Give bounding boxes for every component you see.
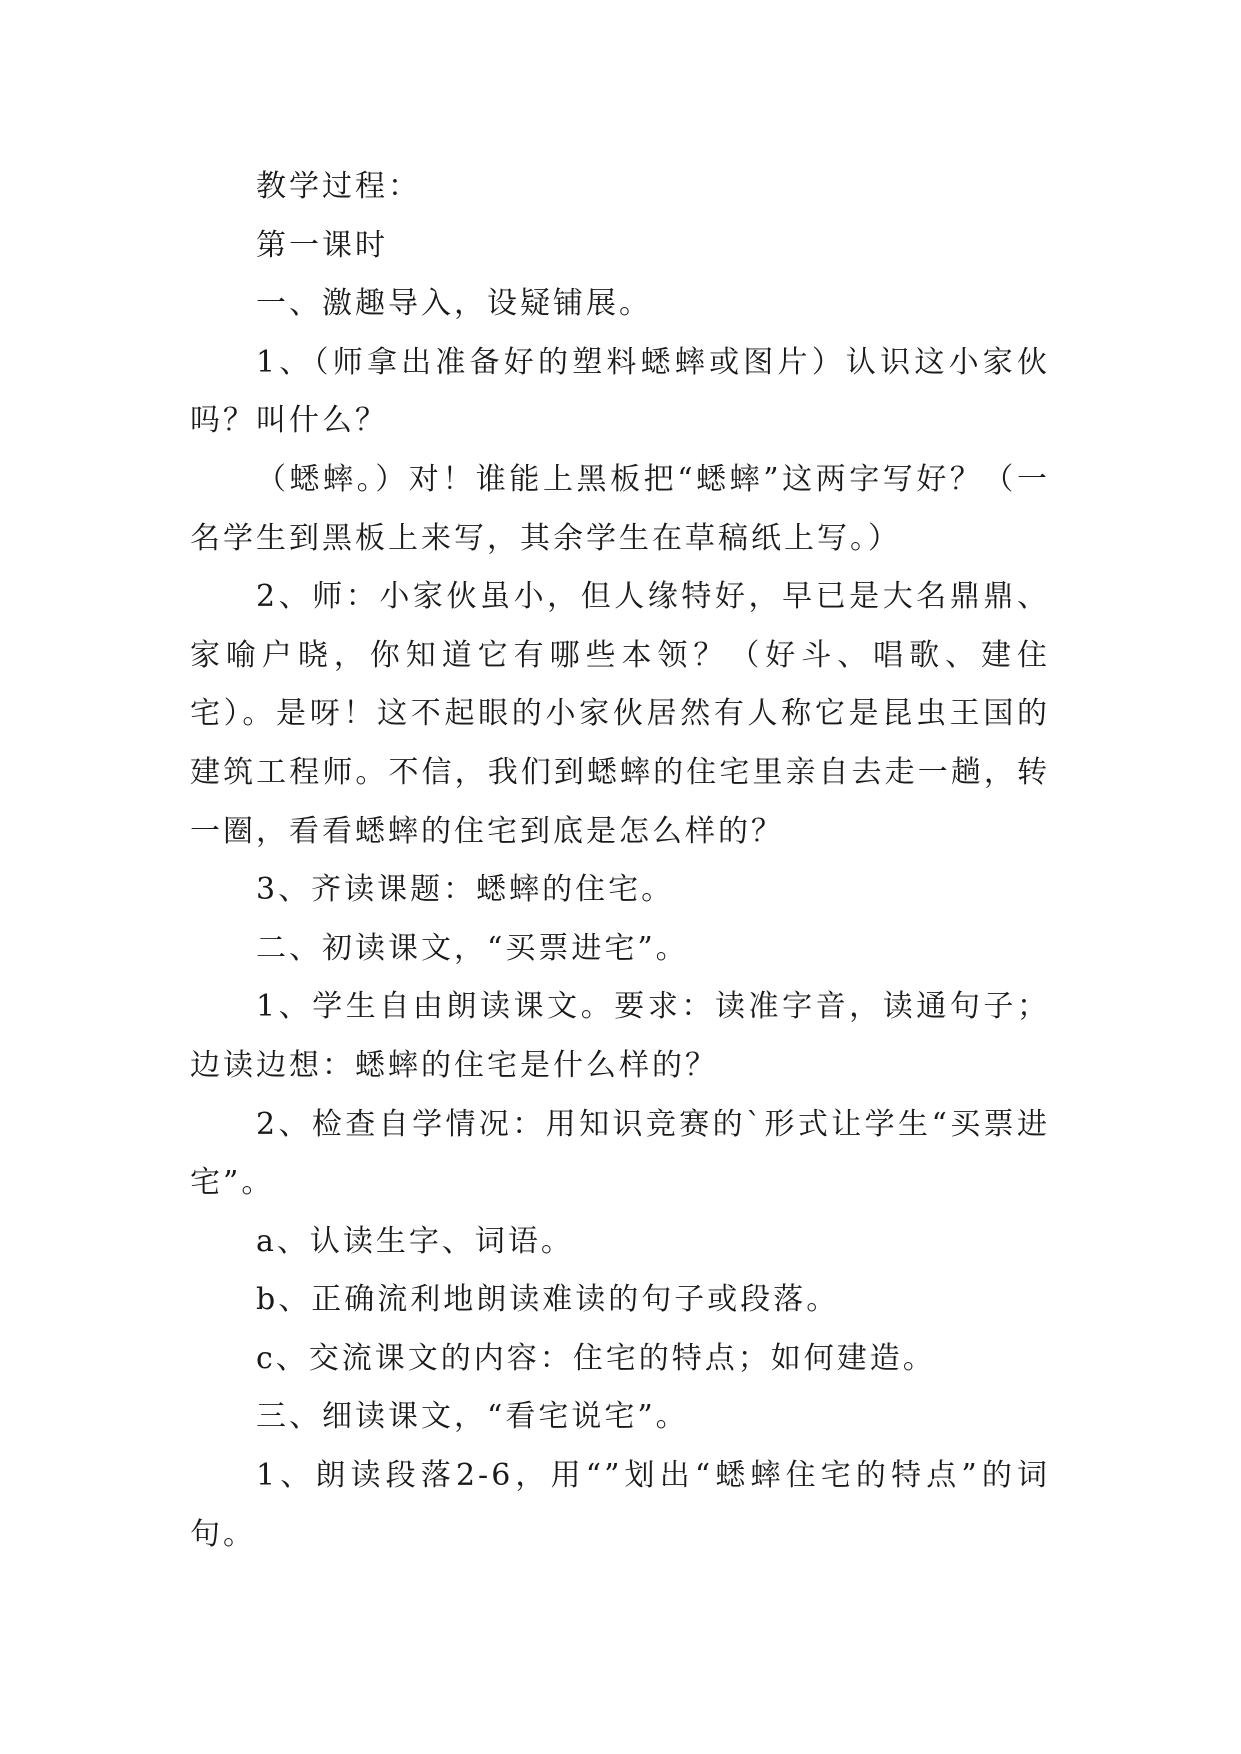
- paragraph: c、交流课文的内容：住宅的特点；如何建造。: [256, 1340, 936, 1376]
- paragraph: （蟋蟀。）对！谁能上黑板把“蟋蟀”这两字写好？（一名学生到黑板上来写，其余学生在草稿纸上写。）: [190, 461, 1050, 556]
- paragraph: 教学过程：: [256, 169, 421, 204]
- paragraph: 2、师：小家伙虽小，但人缘特好，早已是大名鼎鼎、家喻户晓，你知道它有哪些本领？（好斗、唱歌、建住宅）。是呀！这不起眼的小家伙居然有人称它是昆虫王国的建筑工程师。不信，我们到蟋蟀的住宅里亲自去走一趟，转一圈，看看蟋蟀的住宅到底是怎么样的？: [190, 579, 1050, 849]
- paragraph: 3、齐读课题：蟋蟀的住宅。: [256, 872, 675, 908]
- paragraph: 二、初读课文，“买票进宅”。: [256, 930, 689, 966]
- paragraph: 1、学生自由朗读课文。要求：读准字音，读通句子；边读边想：蟋蟀的住宅是什么样的？: [190, 989, 1050, 1083]
- paragraph: 第一课时: [256, 227, 388, 263]
- paragraph: b、正确流利地朗读难读的句子或段落。: [256, 1282, 840, 1318]
- paragraph: 2、检查自学情况：用知识竞赛的`形式让学生“买票进宅”。: [190, 1106, 1050, 1201]
- paragraph: 1、朗读段落2-6，用“”划出“蟋蟀住宅的特点”的词句。: [190, 1458, 1050, 1552]
- paragraph: 三、细读课文，“看宅说宅”。: [256, 1399, 689, 1435]
- document-body: [190, 158, 1050, 1564]
- paragraph: a、认读生字、词语。: [256, 1223, 574, 1259]
- paragraph: 一、激趣导入，设疑铺展。: [256, 286, 652, 322]
- paragraph: 1、（师拿出准备好的塑料蟋蟀或图片）认识这小家伙吗？叫什么？: [190, 344, 1050, 439]
